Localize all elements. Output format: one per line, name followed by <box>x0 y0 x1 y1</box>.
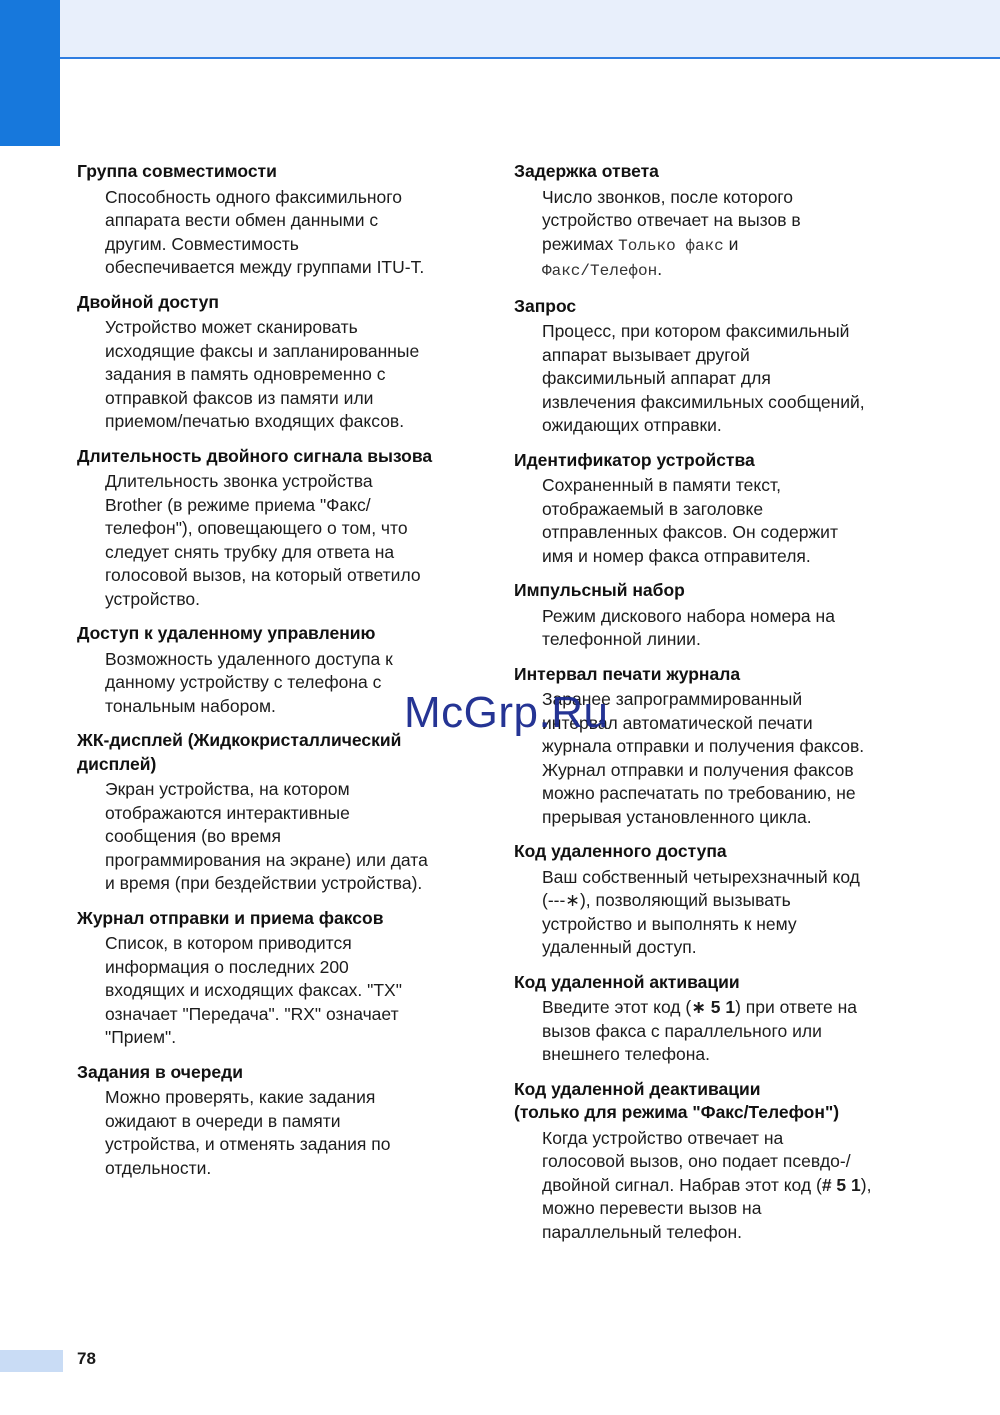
glossary-term: Доступ к удаленному управлению <box>77 623 376 643</box>
glossary-entry <box>77 1061 477 1181</box>
glossary-term: ЖК-дисплей (Жидкокристаллический дисплей) <box>77 730 402 774</box>
activation-code: ∗ 5 1 <box>691 997 736 1017</box>
glossary-term: Двойной доступ <box>77 291 219 312</box>
glossary-entry <box>514 295 914 438</box>
deactivation-code: # 5 1 <box>821 1174 861 1195</box>
glossary-entry <box>77 445 477 612</box>
glossary-definition: Список, в котором приводится информация о последних 200 входящих и исходящих факсах. "TX" означает "Передача". "RX" означает "Прием". <box>105 933 402 1047</box>
glossary-term: Код удаленной активации <box>514 971 740 992</box>
glossary-entry <box>77 291 477 434</box>
glossary-term: Код удаленного доступа <box>514 841 727 861</box>
glossary-definition: Можно проверять, какие задания ожидают в очереди в памяти устройства, и отменять задания по отдельности. <box>105 1087 391 1178</box>
glossary-definition: Когда устройство отвечает на голосовой вызов, оно подает псевдо-/ двойной сигнал. Набрав этот код (# 5 1), можно перевести вызов на параллельный телефон. <box>542 1127 872 1242</box>
mode-label: Факс/Телефон <box>542 262 658 280</box>
glossary-entry <box>514 840 914 960</box>
glossary-definition: Способность одного факсимильного аппарата вести обмен данными с другим. Совместимость обеспечивается между группами ITU-T. <box>105 186 425 277</box>
glossary-definition: Сохраненный в памяти текст, отображаемый в заголовке отправленных факсов. Он содержит имя и номер факса отправителя. <box>542 475 838 566</box>
chapter-tab <box>0 0 60 146</box>
glossary-term: Журнал отправки и приема факсов <box>77 907 384 928</box>
glossary-term: Интервал печати журнала <box>514 663 741 684</box>
glossary-entry <box>514 449 914 569</box>
glossary-entry <box>514 160 914 284</box>
footer-band <box>0 1350 63 1372</box>
glossary-definition: Процесс, при котором факсимильный аппарат вызывает другой факсимильный аппарат для извлечения факсимильных сообщений, ожидающих отправки. <box>542 321 865 435</box>
glossary-definition: Возможность удаленного доступа к данному устройству с телефона с тональным набором. <box>105 648 393 716</box>
glossary-entry <box>514 971 914 1067</box>
glossary-term: Идентификатор устройства <box>514 449 755 470</box>
glossary-term: Запрос <box>514 295 577 316</box>
glossary-term: Код удаленной деактивации (только для режима "Факс/Телефон") <box>514 1078 840 1122</box>
glossary-definition: Число звонков, после которого устройство отвечает на вызов в режимах Только факс и Факс/Телефон. <box>542 186 801 280</box>
mode-label: Только факс <box>618 236 724 255</box>
glossary-definition: Экран устройства, на котором отображаются интерактивные сообщения (во время программирования на экране) или дата и время (при бездействии устройства). <box>105 779 428 893</box>
glossary-definition: Устройство может сканировать исходящие факсы и запланированные задания в память одновременно с отправкой факсов из памяти или приемом/печатью входящих факсов. <box>105 317 420 431</box>
left-column <box>77 160 477 1191</box>
glossary-definition: Введите этот код (∗ 5 1) при ответе на вызов факса с параллельного или внешнего телефона. <box>542 997 858 1064</box>
page-number: 78 <box>77 1349 96 1368</box>
glossary-term: Длительность двойного сигнала вызова <box>77 445 433 466</box>
glossary-term: Задержка ответа <box>514 161 659 181</box>
header-band <box>0 0 1000 59</box>
glossary-definition: Длительность звонка устройства Brother (в режиме приема "Факс/ телефон"), оповещающего о том, что следует снять трубку для ответа на голосовой вызов, на который ответило устройство. <box>105 471 421 609</box>
glossary-term: Импульсный набор <box>514 580 685 600</box>
glossary-definition: Заранее запрограммированный интервал автоматической печати журнала отправки и получения факсов. Журнал отправки и получения факсов можно распечатать по требованию, не прерывая установленного цикла. <box>542 689 865 827</box>
glossary-entry <box>77 907 477 1050</box>
glossary-entry <box>77 729 477 896</box>
watermark: McGrp.Ru <box>404 688 609 737</box>
glossary-entry <box>514 579 914 652</box>
glossary-term: Задания в очереди <box>77 1061 243 1082</box>
glossary-entry <box>77 160 477 280</box>
glossary-entry <box>514 1078 914 1245</box>
glossary-definition: Режим дискового набора номера на телефонной линии. <box>542 605 835 649</box>
glossary-definition: Ваш собственный четырехзначный код (---∗), позволяющий вызывать устройство и выполнять к нему удаленный доступ. <box>542 866 860 957</box>
glossary-term: Группа совместимости <box>77 161 277 181</box>
